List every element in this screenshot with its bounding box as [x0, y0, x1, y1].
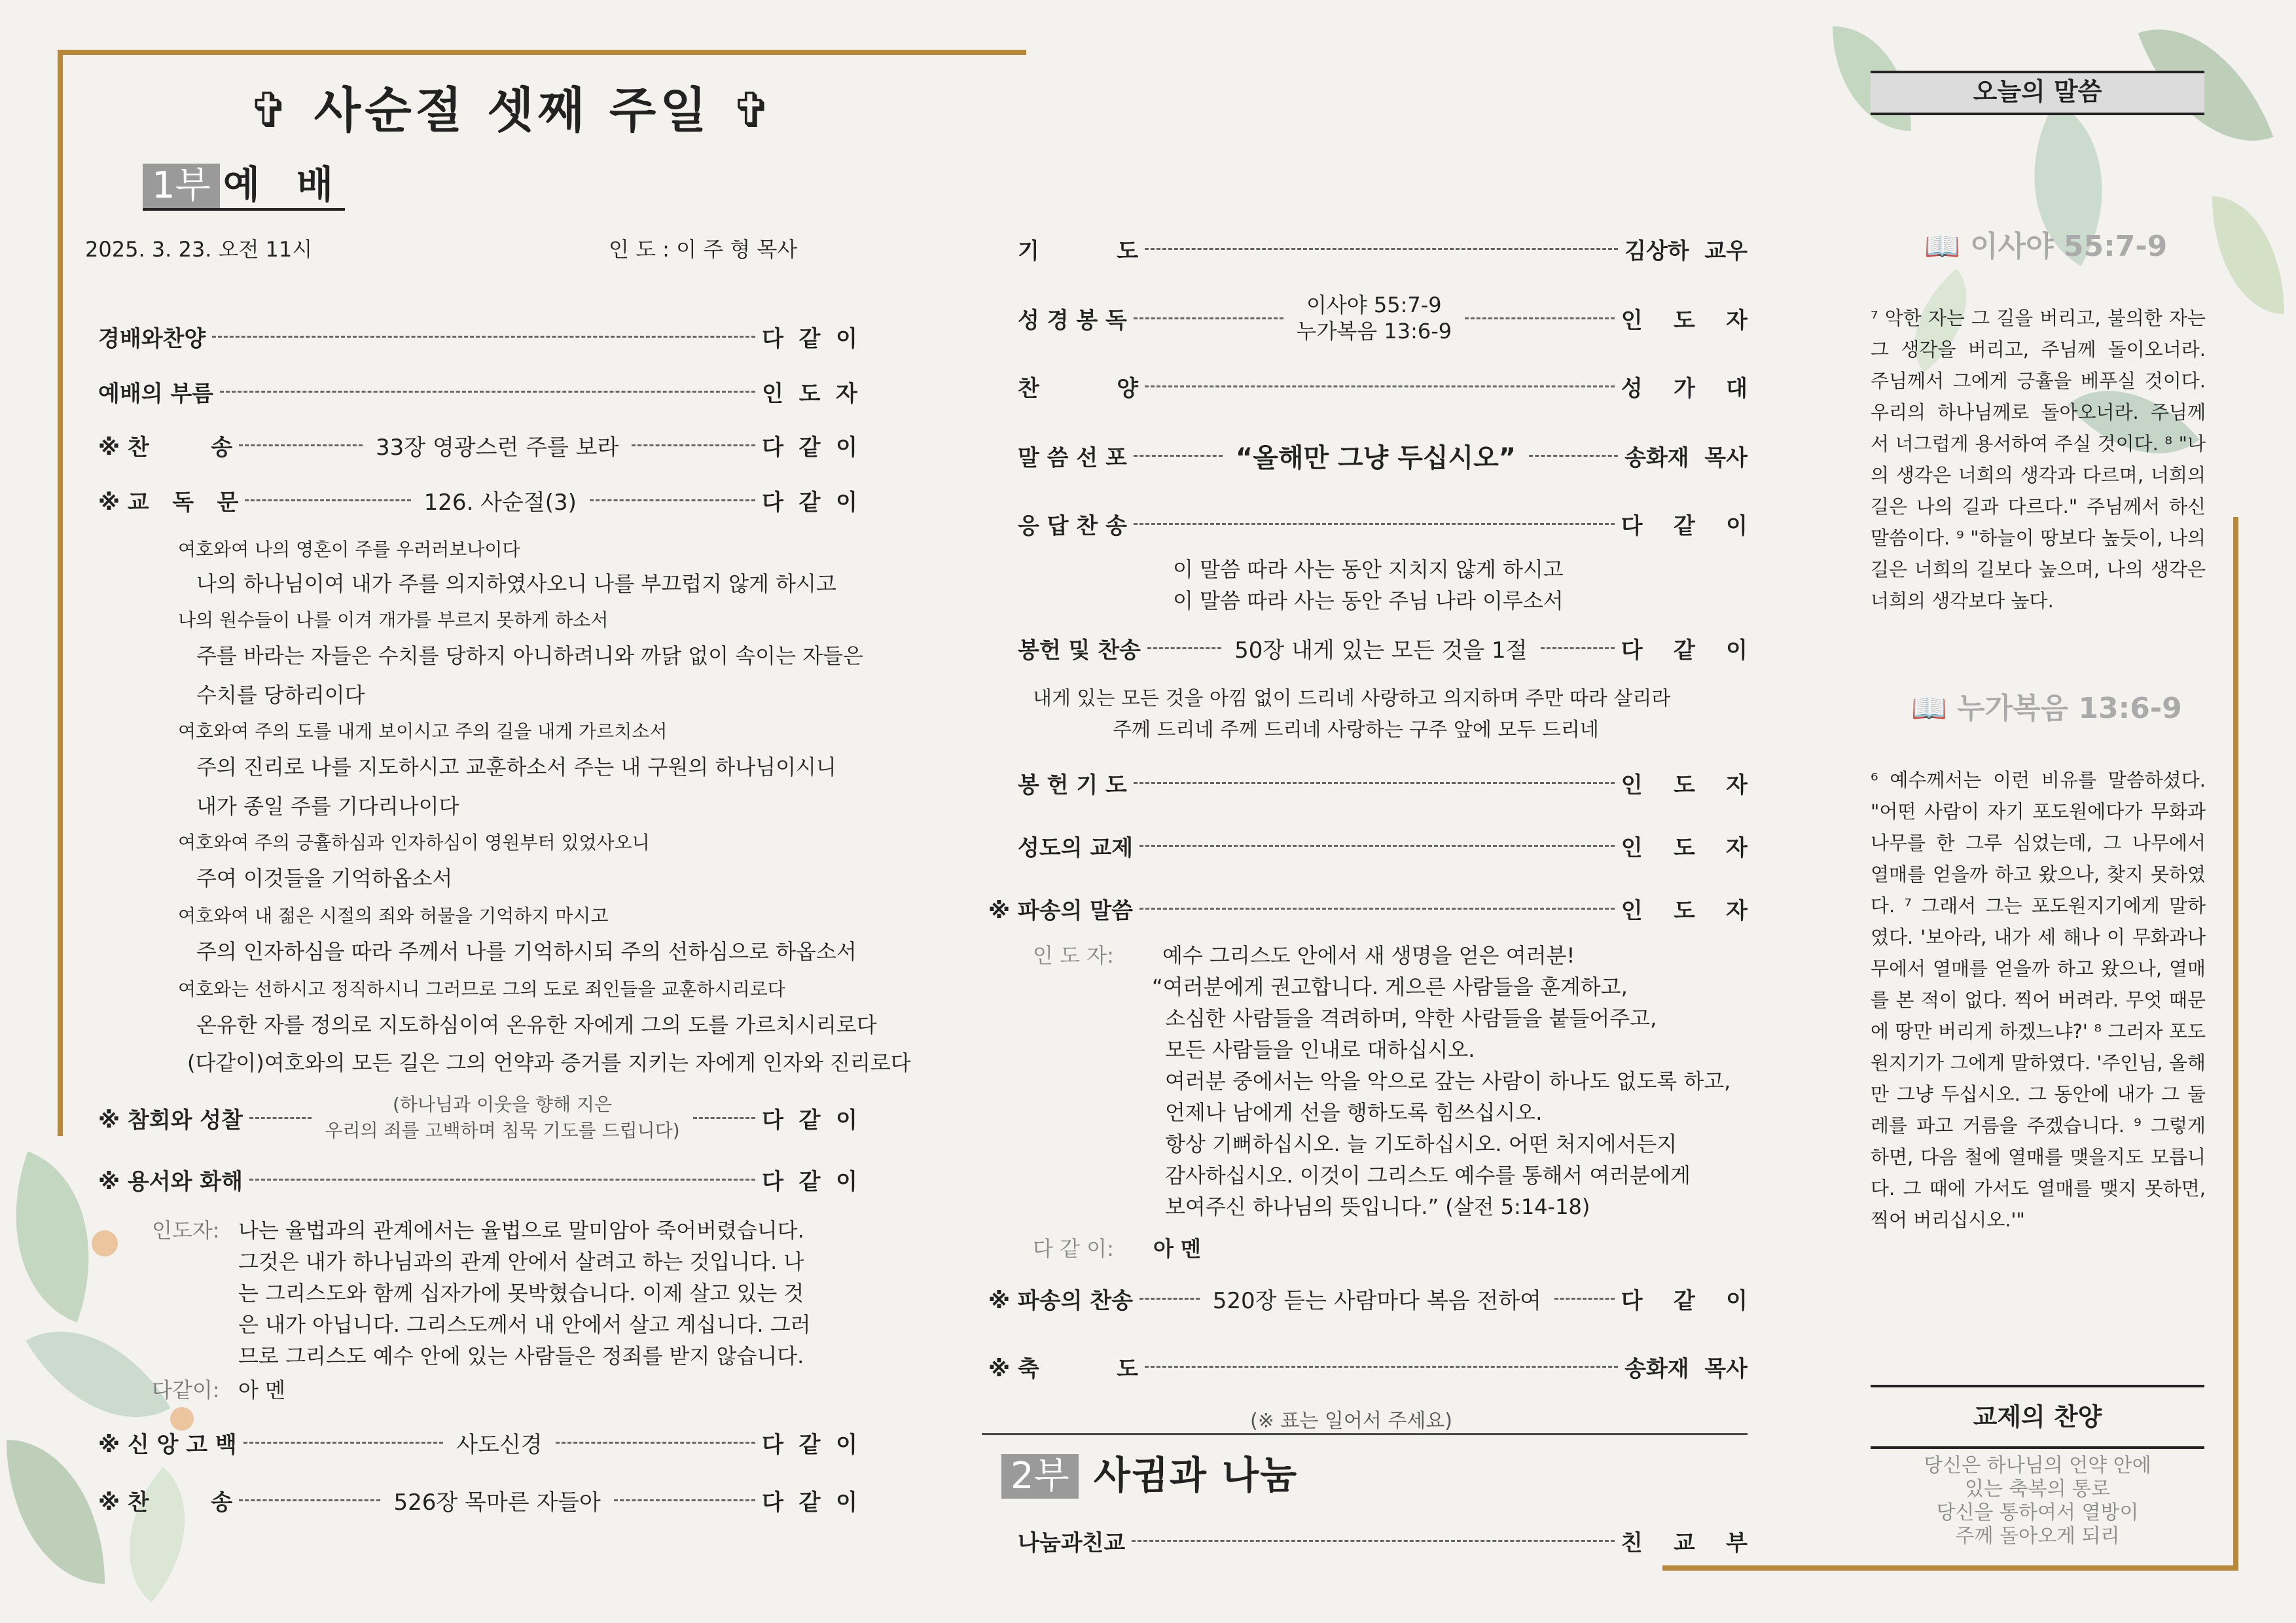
page-title: ✞ 사순절 셋째 주일 ✞: [249, 82, 776, 139]
scripture-ref-isaiah: 📖 이사야 55:7-9: [1924, 230, 2168, 263]
frame-right-line: [2233, 517, 2238, 1571]
order-row-response-hymn: 응 답 찬 송 다 같 이: [1018, 513, 1748, 539]
today-word-title: 오늘의 말씀: [1871, 71, 2204, 115]
response-song-line-1: 이 말씀 따라 사는 동안 지치지 않게 하시고: [1173, 557, 1564, 582]
frame-top-line: [58, 50, 1026, 55]
order-row-responsive-reading: ※ 교 독 문 126. 사순절(3) 다 같 이: [98, 490, 857, 516]
order-row-scripture-reading: 성 경 봉 독 이사야 55:7-9 누가복음 13:6-9 인 도 자: [1018, 293, 1748, 344]
fellowship-praise-lyrics: 당신은 하나님의 언약 안에 있는 축복의 통로 당신을 통하여서 열방이 주께 돌아오게 되리: [1924, 1454, 2151, 1548]
order-row-hymn-2: ※ 찬 송 526장 목마른 자들아 다 같 이: [98, 1489, 857, 1516]
offering-song-line-2: 주께 드리네 주께 드리네 사랑하는 구주 앞에 모두 드리네: [1113, 719, 1599, 741]
order-row-creed: ※ 신 앙 고 백 사도신경 다 같 이: [98, 1432, 857, 1458]
order-row-forgiveness: ※ 용서와 화해 다 같 이: [98, 1169, 857, 1195]
part2-name: 사귐과 나눔: [1093, 1453, 1299, 1497]
scripture-text-luke: ⁶ 예수께서는 이런 비유를 말씀하셨다. "어떤 사람이 자기 포도원에다가 무화과나무를 한 그루 심었는데, 그 나무에서 열매를 얻을까 하고 왔으나, 찾지 못하였다. ⁷ 그래서 그는 포도원지기에게 말하였다. '보아라, 내가 세 해나 이 무화과나무에서 열매를 얻을까 하고 왔으나, 열매를 본 적이 없다. 찍어 버려라. 무엇 때문에 땅만 버리게 하겠느냐?' ⁸ 그러자 포도원지기가 그에게 말하였다. '주인님, 올해만 그냥 두십시오. 그 동안에 내가 그 둘레를 파고 거름을 주겠습니다. ⁹ 그렇게 하면, 다음 철에 열매를 맺을지도 모릅니다. 그 때에 가서도 열매를 맺지 못하면, 찍어 버리십시오.'": [1871, 769, 2206, 1231]
part2-label: 2부: [1001, 1454, 1079, 1499]
frame-left-line: [58, 50, 63, 1136]
part1-name: 예 배: [223, 162, 346, 207]
order-row-choir: 찬 양 성 가 대: [1018, 376, 1748, 402]
order-row-prayer: 기 도 김상하 교우: [1018, 238, 1748, 264]
part1-label: 1부: [143, 164, 220, 208]
order-row-sermon: 말 씀 선 포 “올해만 그냥 두십시오” 송화재 목사: [1018, 443, 1748, 473]
order-row-hymn-1: ※ 찬 송 33장 영광스런 주를 보라 다 같 이: [98, 435, 857, 461]
order-row-fellowship: 성도의 교제 인 도 자: [1018, 835, 1748, 861]
part2-heading: [1001, 1453, 1298, 1499]
order-row-repentance: ※ 참회와 성찰 (하나님과 이웃을 향해 지은 우리의 죄를 고백하며 침묵 기도를 드립니다) 다 같 이: [98, 1094, 858, 1141]
scripture-ref-luke: 📖 누가복음 13:6-9: [1911, 692, 2182, 725]
standing-note: (※ 표는 일어서 주세요): [1250, 1410, 1452, 1433]
service-date: 2025. 3. 23. 오전 11시: [85, 237, 313, 262]
order-row-worship-praise: 경배와찬양 다 같 이: [98, 326, 857, 352]
order-row-sending-hymn: ※ 파송의 찬송 520장 듣는 사람마다 복음 전하여 다 같 이: [988, 1288, 1748, 1314]
frame-bottom-line: [1662, 1565, 2238, 1571]
part1-heading: [143, 162, 345, 211]
order-row-benediction: ※ 축 도 송화재 목사: [988, 1356, 1748, 1382]
order-row-sharing-fellowship: 나눔과친교 친 교 부: [1018, 1530, 1748, 1556]
order-row-offering-prayer: 봉 헌 기 도 인 도 자: [1018, 772, 1748, 798]
order-row-sending-word: ※ 파송의 말씀 인 도 자: [988, 898, 1748, 924]
part2-divider: [982, 1433, 1748, 1435]
offering-song-line-1: 내게 있는 모든 것을 아낌 없이 드리네 사랑하고 의지하며 주만 따라 살리라: [1033, 687, 1671, 710]
order-row-call-to-worship: 예배의 부름 인 도 자: [98, 381, 857, 407]
service-leader: 인 도 : 이 주 형 목사: [609, 237, 798, 262]
scripture-text-isaiah: ⁷ 악한 자는 그 길을 버리고, 불의한 자는 그 생각을 버리고, 주님께 돌이오너라. 주님께서 그에게 긍휼을 베푸실 것이다. 우리의 하나님께로 돌아오너라. 주님께서 너그럽게 용서하여 주실 것이다. ⁸ "나의 생각은 너희의 생각과 다르며, 너희의 길은 나의 길과 다르다." 주님께서 하신 말씀이다. ⁹ "하늘이 땅보다 높듯이, 나의 길은 너희의 길보다 높으며, 나의 생각은 너희의 생각보다 높다.: [1871, 307, 2206, 612]
fellowship-praise-title: 교제의 찬양: [1871, 1385, 2204, 1449]
response-song-line-2: 이 말씀 따라 사는 동안 주님 나라 이루소서: [1173, 588, 1564, 613]
order-row-offering: 봉헌 및 찬송 50장 내게 있는 모든 것을 1절 다 같 이: [1018, 637, 1748, 664]
